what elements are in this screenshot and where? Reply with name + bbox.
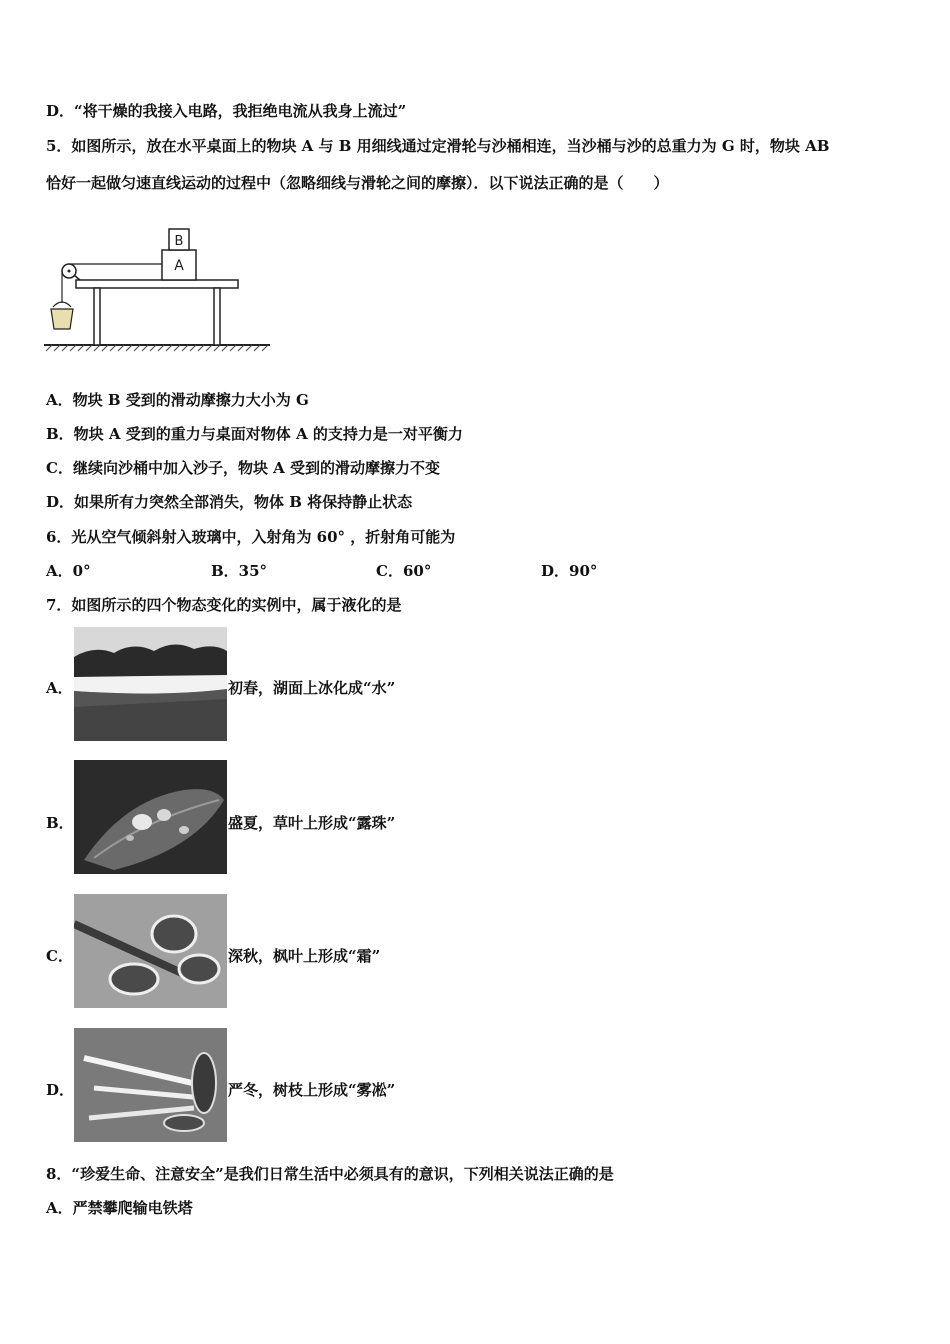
q6-option-c: C．60°: [376, 562, 432, 580]
q8-option-a: A．严禁攀爬输电铁塔: [46, 1199, 193, 1217]
lake-ice-photo: [74, 627, 227, 741]
block-b-label: B: [174, 234, 184, 249]
q7-option-a-caption: 初春，湖面上冰化成“水”: [228, 679, 396, 697]
q5-option-c: C．继续向沙桶中加入沙子，物块 A 受到的滑动摩擦力不变: [46, 459, 441, 477]
q5-option-d: D．如果所有力突然全部消失，物体 B 将保持静止状态: [46, 493, 413, 511]
q7-option-a-label: A．: [46, 679, 73, 697]
q6-option-a: A．0°: [46, 562, 91, 580]
rime-branch-photo: [74, 1028, 227, 1142]
q6-option-b: B．35°: [211, 562, 268, 580]
q7-option-b-caption: 盛夏，草叶上形成“露珠”: [228, 814, 396, 832]
q5-stem-line2: 恰好一起做匀速直线运动的过程中（忽略细线与滑轮之间的摩擦）．以下说法正确的是（ ）: [46, 174, 669, 192]
q6-stem: 6．光从空气倾斜射入玻璃中，入射角为 60° ，折射角可能为: [46, 528, 456, 546]
q5-option-b: B．物块 A 受到的重力与桌面对物体 A 的支持力是一对平衡力: [46, 425, 463, 443]
q5-option-a: A．物块 B 受到的滑动摩擦力大小为 G: [46, 391, 309, 409]
q7-option-c-caption: 深秋，枫叶上形成“霜”: [228, 947, 381, 965]
q7-option-b-label: B．: [46, 814, 74, 832]
q7-option-d-label: D．: [46, 1081, 75, 1099]
q5-stem-line1: 5．如图所示，放在水平桌面上的物块 A 与 B 用细线通过定滑轮与沙桶相连，当沙桶与沙的总重力为 G 时，物块 AB: [46, 137, 830, 155]
block-a-label: A: [174, 258, 184, 274]
frost-leaf-photo: [74, 894, 227, 1008]
q7-stem: 7．如图所示的四个物态变化的实例中，属于液化的是: [46, 596, 402, 614]
q8-stem: 8．“珍爱生命、注意安全”是我们日常生活中必须具有的意识，下列相关说法正确的是: [46, 1165, 614, 1183]
dew-leaf-photo: [74, 760, 227, 874]
q6-option-d: D．90°: [541, 562, 598, 580]
q4-option-d: D．“将干燥的我接入电路，我拒绝电流从我身上流过”: [46, 102, 407, 120]
q7-option-c-label: C．: [46, 947, 73, 965]
q5-diagram: [44, 225, 274, 355]
q7-option-d-caption: 严冬，树枝上形成“雾凇”: [228, 1081, 396, 1099]
